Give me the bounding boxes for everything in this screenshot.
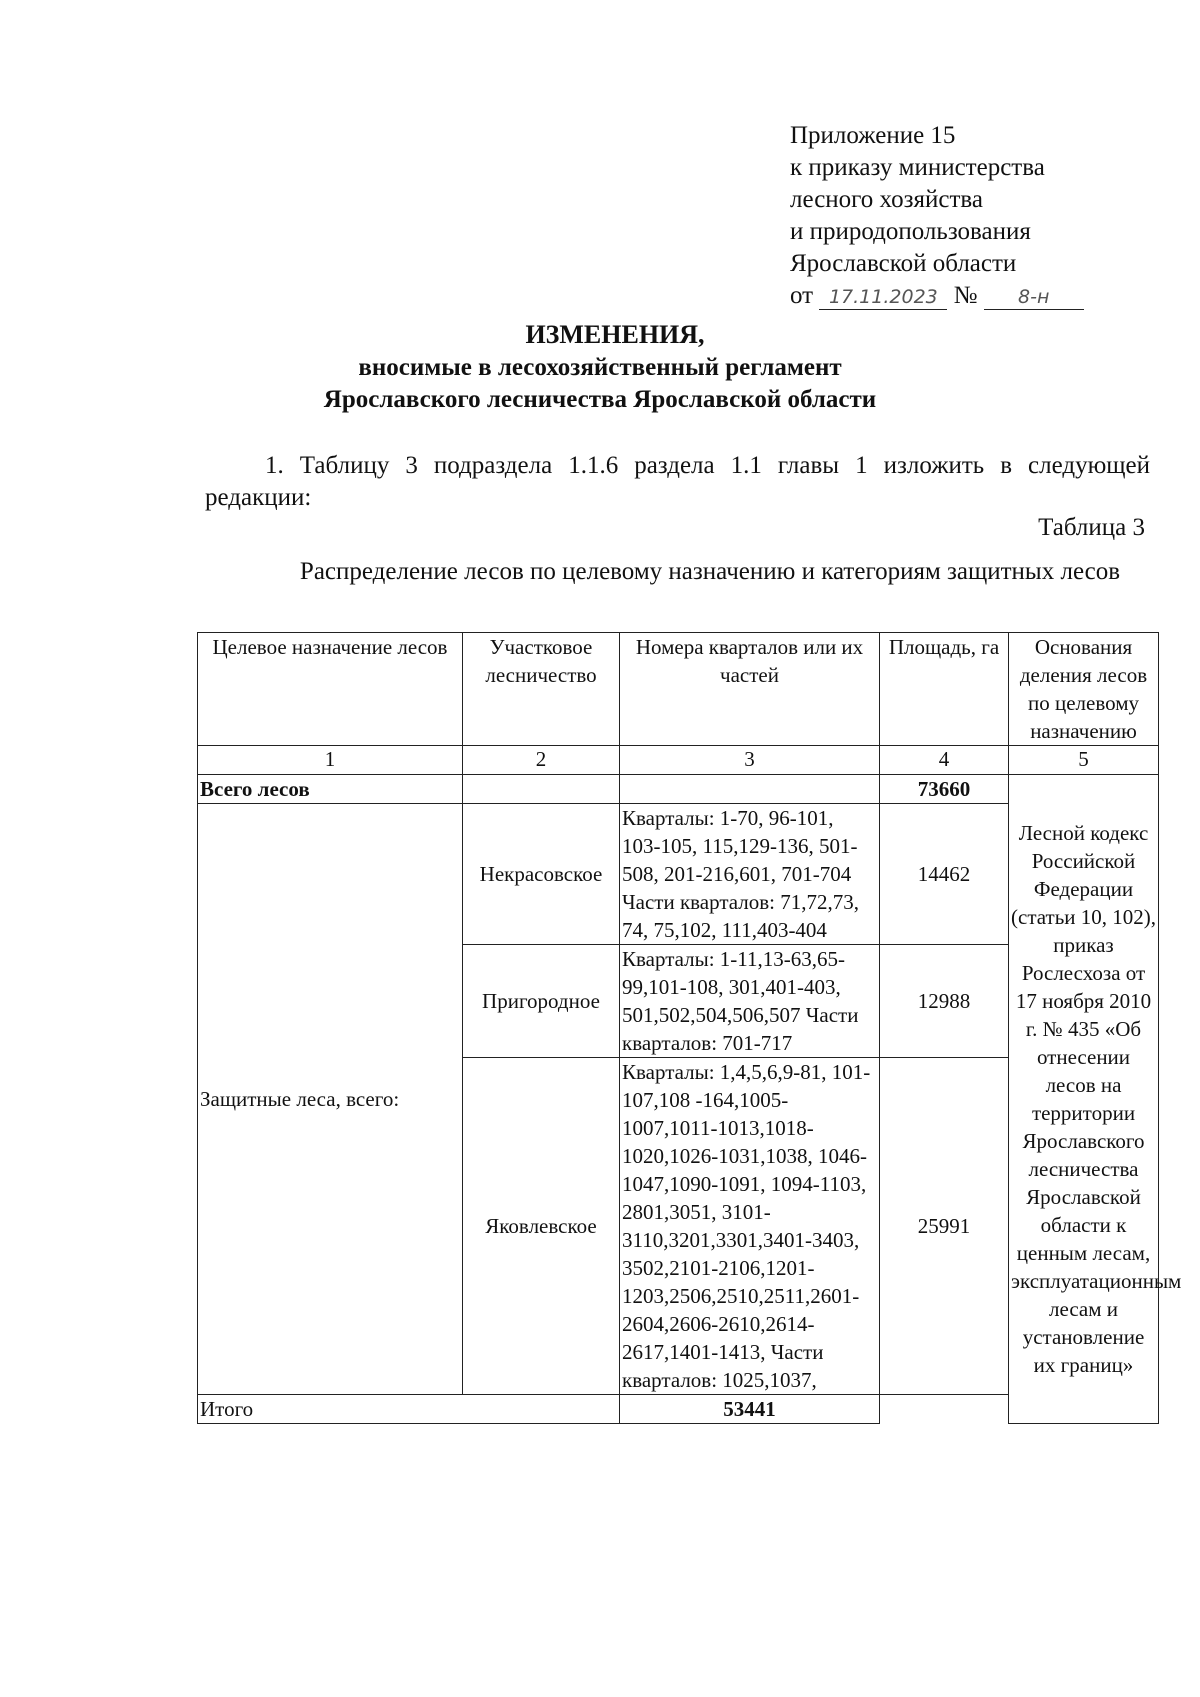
number-sign: № bbox=[953, 282, 978, 309]
table-header-row bbox=[198, 633, 1159, 746]
header-cell-quarters: Номера кварталов или их частей bbox=[620, 633, 880, 746]
quarters-cell: Кварталы: 1-70, 96-101, 103-105, 115,129-136, 501-508, 201-216,601, 701-704 Части кварталов: 71,72,73, 74, 75,102, 111,403-404 bbox=[620, 804, 880, 945]
quarters-cell: Кварталы: 1,4,5,6,9-81, 101-107,108 -164,1005-1007,1011-1013,1018-1020,1026-1031,1038, 1046-1047,1090-1091, 1094-1103, 2801,3051, 3101-3110,3201,3301,3401-3403, 3502,2101-2106,1201-1203,2506,2510,2511,2601-2604,2606-2610,2614-2617,1401-1413, Части кварталов: 1025,1037, bbox=[620, 1058, 880, 1395]
subtotal-area: 53441 bbox=[620, 1395, 880, 1424]
header-cell-purpose: Целевое назначение лесов bbox=[198, 633, 463, 746]
appendix-line: Приложение 15 bbox=[790, 122, 956, 149]
appendix-line: и природопользования bbox=[790, 218, 1031, 245]
total-forests-row bbox=[198, 775, 1159, 804]
order-date-handwritten: 17.11.2023 bbox=[819, 285, 947, 310]
total-forests-label: Всего лесов bbox=[198, 775, 463, 804]
appendix-block bbox=[790, 120, 1120, 312]
document-title bbox=[0, 318, 1200, 416]
subtotal-label: Итого bbox=[198, 1395, 620, 1424]
appendix-line: к приказу министерства bbox=[790, 154, 1045, 181]
column-number: 2 bbox=[463, 746, 620, 775]
appendix-line: Ярославской области bbox=[790, 250, 1017, 277]
total-forests-area: 73660 bbox=[880, 775, 1009, 804]
district-cell: Пригородное bbox=[463, 945, 620, 1058]
forest-distribution-table bbox=[197, 632, 1182, 1424]
table-label: Таблица 3 bbox=[1038, 514, 1145, 541]
title-sub-2: Ярославского лесничества Ярославской области bbox=[323, 386, 877, 413]
header-cell-basis: Основания деления лесов по целевому назначению bbox=[1009, 633, 1159, 746]
district-cell: Некрасовское bbox=[463, 804, 620, 945]
order-line bbox=[790, 280, 1120, 312]
empty-cell bbox=[620, 775, 880, 804]
empty-cell bbox=[463, 775, 620, 804]
basis-cell: Лесной кодекс Российской Федерации (статьи 10, 102), приказ Рослесхоза от 17 ноября 2010 г. № 435 «Об отнесении лесов на территории Ярославского лесничества Ярославской области к ценным лесам, эксплуатационным лесам и установление их границ» bbox=[1009, 775, 1159, 1424]
order-number-handwritten: 8-н bbox=[984, 285, 1084, 310]
quarters-cell: Кварталы: 1-11,13-63,65-99,101-108, 301,401-403, 501,502,504,506,507 Части кварталов: 701-717 bbox=[620, 945, 880, 1058]
title-main: ИЗМЕНЕНИЯ, bbox=[525, 320, 705, 349]
area-cell: 12988 bbox=[880, 945, 1009, 1058]
area-cell: 14462 bbox=[880, 804, 1009, 945]
protective-forests-label: Защитные леса, всего: bbox=[198, 804, 463, 1395]
column-number-row bbox=[198, 746, 1159, 775]
area-cell: 25991 bbox=[880, 1058, 1009, 1395]
column-number: 4 bbox=[880, 746, 1009, 775]
district-cell: Яковлевское bbox=[463, 1058, 620, 1395]
column-number: 5 bbox=[1009, 746, 1159, 775]
order-prefix: от bbox=[790, 282, 814, 309]
amendment-paragraph: 1. Таблицу 3 подраздела 1.1.6 раздела 1.1 главы 1 изложить в следующей редакции: bbox=[205, 452, 1150, 511]
column-number: 3 bbox=[620, 746, 880, 775]
column-number: 1 bbox=[198, 746, 463, 775]
table-caption: Распределение лесов по целевому назначению и категориям защитных лесов bbox=[299, 558, 1121, 585]
appendix-line: лесного хозяйства bbox=[790, 186, 983, 213]
header-cell-district: Участковое лесничество bbox=[463, 633, 620, 746]
title-sub-1: вносимые в лесохозяйственный регламент bbox=[358, 354, 842, 381]
header-cell-area: Площадь, га bbox=[880, 633, 1009, 746]
